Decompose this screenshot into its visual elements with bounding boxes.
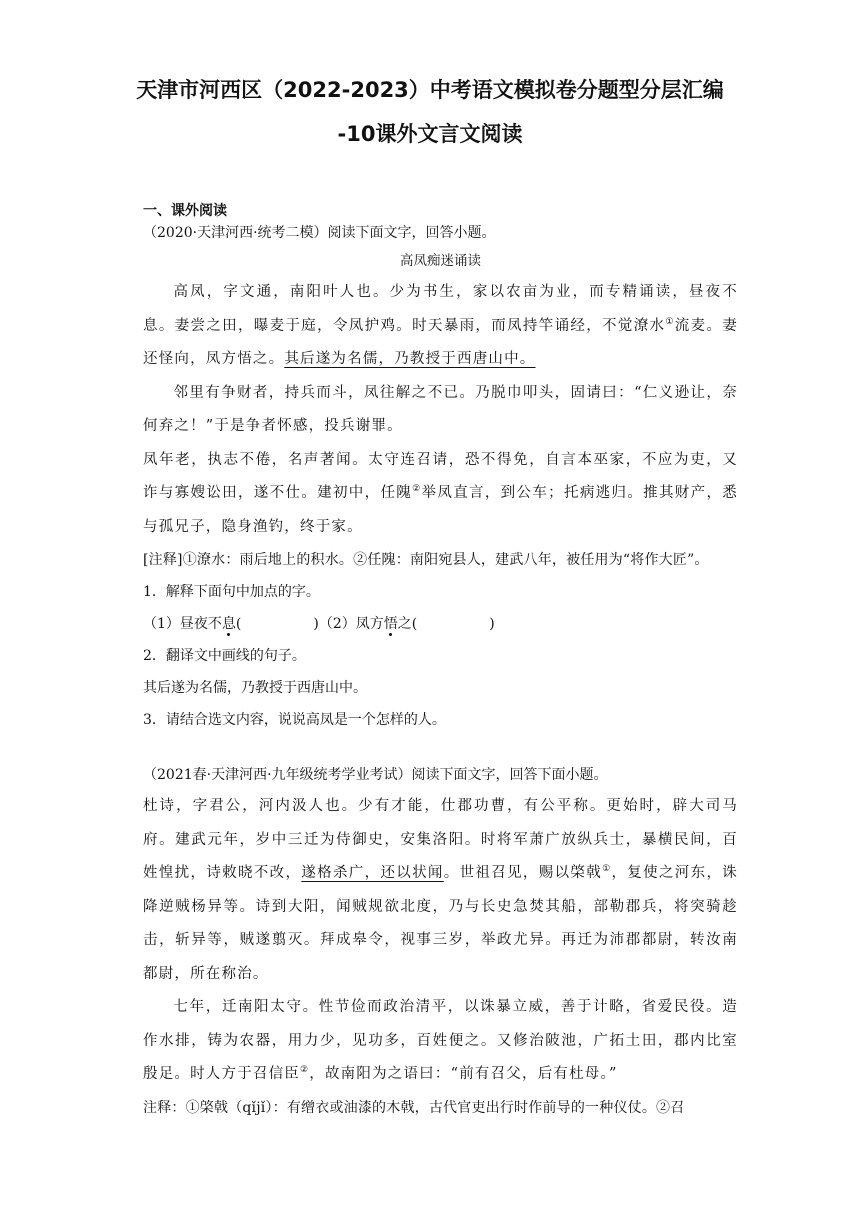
question-2-sentence: 其后遂为名儒，乃教授于西唐山中。 <box>143 680 367 696</box>
passage-2-paragraph-2: 七年，迁南阳太守。性节俭而政治清平，以诛暴立威，善于计略，省爱民役。造作水排，铸为农器，用力少，见功多，百姓便之。又修治陂池，广拓土田，郡内比室殷足。时人方于召信臣②，故南阳为之语曰：“前有召父，后有杜母。” <box>143 999 738 1082</box>
passage-1-paragraph-3: 凤年老，执志不倦，名声著闻。太守连召请，恐不得免，自言本巫家，不应为吏，又诈与寡嫂讼田，遂不仕。建初中，任隗②举凤直言，到公车；托病逃归。推其财产，悉与孤兄子，隐身渔钓，终于家。 <box>143 451 739 535</box>
footnote-marker: ① <box>602 864 612 875</box>
section-heading: 一、课外阅读 <box>143 203 227 219</box>
document-body <box>143 200 738 1124</box>
underlined-sentence: 其后遂为名儒，乃教授于西唐山中。 <box>284 351 536 367</box>
underlined-sentence: 遂格杀广，还以状闻 <box>301 865 444 881</box>
passage-1-source: （2020·天津河西·统考二模）阅读下面文字，回答小题。 <box>143 225 496 241</box>
footnote-marker: ② <box>412 484 422 495</box>
passage-2-paragraph-1: 杜诗，字君公，河内汲人也。少有才能，仕郡功曹，有公平称。更始时，辟大司马府。建武元年，岁中三迁为侍御史，安集洛阳。时将军萧广放纵兵士，暴横民间，百姓惶扰，诗敕晓不改，遂格杀广，还以状闻。世祖召见，赐以棨戟①，复使之河东，诛降逆贼杨异等。诗到大阳，闻贼规欲北度，乃与长史急焚其船，部勒郡兵，将突骑趁击，斩异等，贼遂翦灭。拜成皋令，视事三岁，举政尤异。再迁为沛郡都尉，转汝南都尉，所在称治。 <box>143 798 738 982</box>
passage-2-notes: 注释：①棨戟（qǐjǐ）：有缯衣或油漆的木戟，古代官吏出行时作前导的一种仪仗。②召 <box>143 1099 685 1116</box>
section-spacer <box>143 736 738 764</box>
page-title-line-2: -10课外文言文阅读 <box>337 122 523 146</box>
footnote-marker: ② <box>300 1065 310 1076</box>
question-2: 2．翻译文中画线的句子。 <box>143 648 306 664</box>
passage-1-notes: [注释]①潦水：雨后地上的积水。②任隗：南阳宛县人，建武八年，被任用为“将作大匠”。 <box>143 552 709 568</box>
passage-2-source: （2021春·天津河西·九年级统考学业考试）阅读下面文字，回答下面小题。 <box>143 767 608 783</box>
page-title-line-1: 天津市河西区（2022-2023）中考语文模拟卷分题型分层汇编 <box>136 78 724 102</box>
question-1-items: （1）昼夜不息( )（2）凤方悟之( ) <box>143 616 495 632</box>
emphasized-character: 息 <box>221 616 236 632</box>
passage-1-paragraph-1: 高凤，字文通，南阳叶人也。少为书生，家以农亩为业，而专精诵读，昼夜不息。妻尝之田，曝麦于庭，令凤护鸡。时天暴雨，而凤持竿诵经，不觉潦水①流麦。妻还怪向，凤方悟之。其后遂为名儒，乃教授于西唐山中。 <box>143 284 738 367</box>
passage-1-paragraph-2: 邻里有争财者，持兵而斗，凤往解之不已。乃脱巾叩头，固请曰：“仁义逊让，奈何弃之！”于是争者怀感，投兵谢罪。 <box>143 384 738 434</box>
question-1: 1．解释下面句中加点的字。 <box>143 584 320 600</box>
title-block <box>120 68 740 156</box>
question-3: 3．请结合选文内容，说说高凤是一个怎样的人。 <box>143 712 446 728</box>
passage-1-title: 高凤痴迷诵读 <box>400 253 481 269</box>
footnote-marker: ① <box>665 316 675 327</box>
emphasized-character: 悟 <box>383 616 398 632</box>
